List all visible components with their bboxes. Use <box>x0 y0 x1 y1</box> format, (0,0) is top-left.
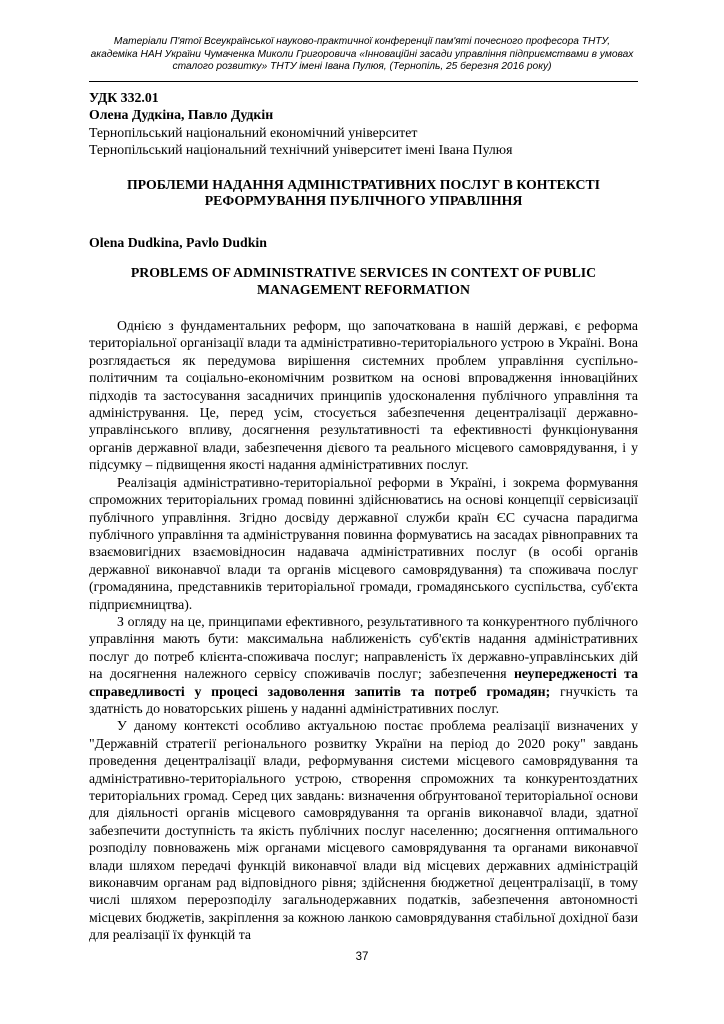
page-number: 37 <box>355 951 369 963</box>
emphasized-text: неупередженості та справедливості у процесі задоволення запитів та потреб громадян; <box>89 666 638 699</box>
authors-en: Olena Dudkina, Pavlo Dudkin <box>89 234 267 250</box>
affiliation: Тернопільський національний економічний університет <box>89 124 418 140</box>
header-divider <box>89 81 638 82</box>
running-header-line: Матеріали П'ятої Всеукраїнської науково-практичної конференції пам'яті почесного професора ТНТУ, <box>113 36 611 47</box>
running-header <box>60 36 664 74</box>
paragraph: У даному контексті особливо актуальною постає проблема реалізації визначених у "Державній стратегії регіонального розвитку України на період до 2020 року" завдань проведення децентралізації влади, реформування системи місцевого самоврядування та адміністративно-територіального устрою, створення спроможних та конкурентоздатних територіальних громад. Серед цих завдань: визначення обґрунтованої територіальної основи для діяльності органів місцевого самоврядування та органів виконавчої влади, здатної забезпечити доступність та якість публічних послуг населенню; досягнення оптимального розподілу повноважень між органами місцевого самоврядування та органами виконавчої влади шляхом передачі функцій виконавчої влади від місцевих державних адміністрацій виконавчим органам рад відповідного рівня; здійснення бюджетної децентралізації, в тому числі шляхом перерозподілу загальнодержавних податків, забезпечення автономності місцевих бюджетів, закріплення за кожною ланкою самоврядування стабільної дохідної бази для реалізації їх функцій та <box>89 718 638 943</box>
running-header-line: сталого розвитку» ТНТУ імені Івана Пулюя, (Тернопіль, 25 березня 2016 року) <box>172 61 552 72</box>
article-title-en: PROBLEMS OF ADMINISTRATIVE SERVICES IN CONTEXT OF PUBLIC MANAGEMENT REFORMATION <box>130 265 597 297</box>
article-body <box>89 89 638 944</box>
paragraph: Однією з фундаментальних реформ, що започаткована в нашій державі, є реформа територіальної організації влади та адміністративно-територіального устрою в Україні. Вона розглядається як передумова вирішення системних проблем управління суспільно-політичним та соціально-економічним розвитком на основі впровадження інноваційних підходів та застосування засадничих принципів удосконалення публічного управління та адміністрування. Це, перед усім, стосується забезпечення децентралізації державно-управлінського впливу, досягнення результативності та ефективності функціонування органів державної влади, забезпечення дієвого та реального місцевого самоврядування, і у підсумку – підвищення якості надання адміністративних послуг. <box>89 318 638 473</box>
running-header-line: академіка НАН України Чумаченка Миколи Григоровича «Інноваційні засади управління підприємствами в умовах <box>90 48 634 60</box>
udc-code: УДК 332.01 <box>89 90 159 105</box>
authors-ua: Олена Дудкіна, Павло Дудкін <box>89 107 274 123</box>
paragraph: Реалізація адміністративно-територіальної реформи в Україні, і зокрема формування спроможних територіальних громад повинні здійснюватись на основі концепції сервісизації публічного управління. Згідно досвіду державної служби країн ЄС сучасна парадигма публічного управління та адміністрування повинна формуватись на засадах рівноправних та взаємовигідних взаємовідносин надавача адміністративних послуг (в особі органів державної виконавчої влади та органів місцевого самоврядування) та споживача послуг (громадянина, представників територіальної громади, громадянського суспільства, суб'єкта підприємництва). <box>89 474 638 612</box>
affiliation: Тернопільський національний технічний університет імені Івана Пулюя <box>89 142 513 158</box>
article-title-ua: ПРОБЛЕМИ НАДАННЯ АДМІНІСТРАТИВНИХ ПОСЛУГ В КОНТЕКСТІ РЕФОРМУВАННЯ ПУБЛІЧНОГО УПРАВЛІННЯ <box>126 176 601 209</box>
paragraph-text: гнучкість та здатність до новаторських рішень у наданні адміністративних послуг. <box>89 683 638 716</box>
paragraph-text: З огляду на це, принципами ефективного, результативного та конкурентного публічного управління мають бути: максимальна наближеність суб'єктів надання адміністративних послуг до потреб клієнта-споживача послуг; направленість їх державно-управлінських дій на досягнення належного сервісу споживачів послуг; забезпечення <box>89 613 638 682</box>
paragraph <box>89 613 638 717</box>
